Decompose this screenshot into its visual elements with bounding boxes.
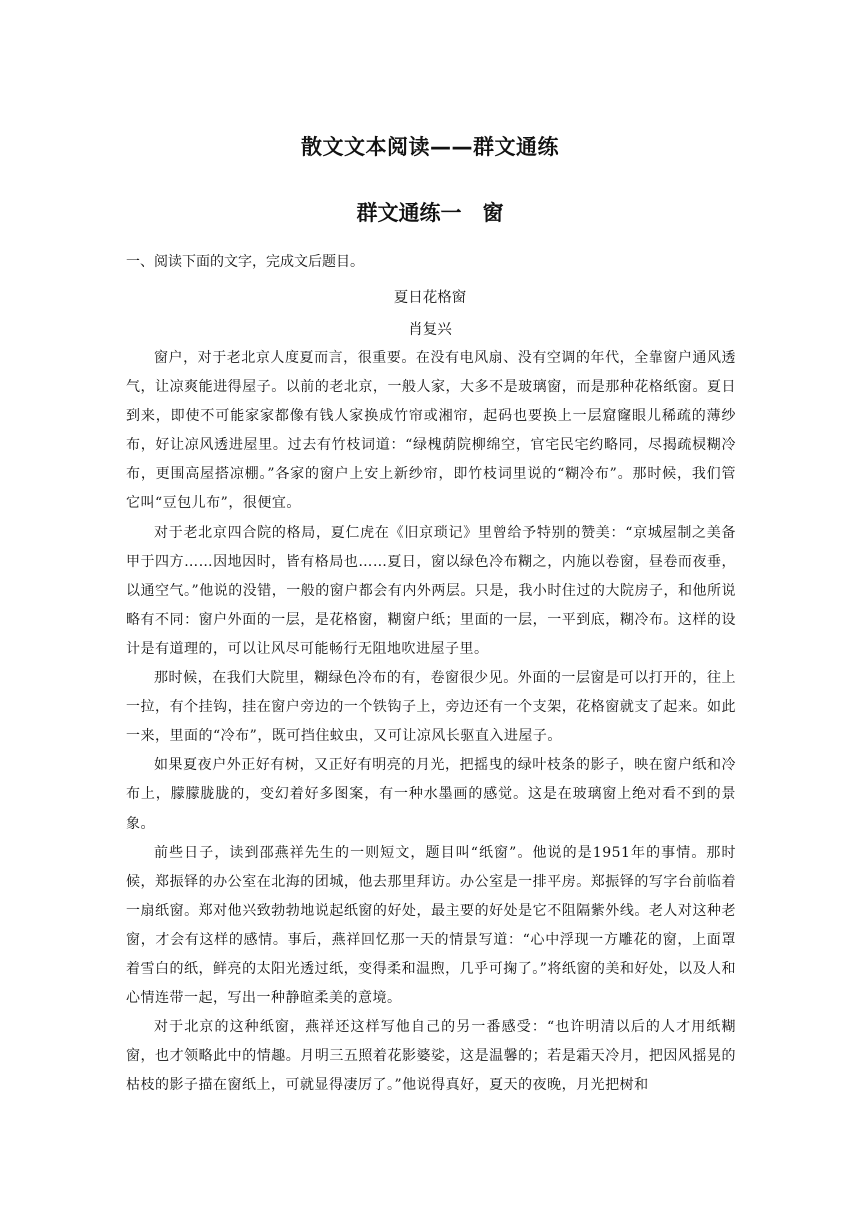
paragraph: 前些日子，读到邵燕祥先生的一则短文，题目叫“纸窗”。他说的是1951年的事情。那时候，郑振铎的办公室在北海的团城，他去那里拜访。办公室是一排平房。郑振铎的写字台前临着一扇纸窗。郑对他兴致勃勃地说起纸窗的好处，最主要的好处是它不阻隔紫外线。老人对这种老窗，才会有这样的感情。事后，燕祥回忆那一天的情景写道：“心中浮现一方雕花的窗，上面罩着雪白的纸，鲜亮的太阳光透过纸，变得柔和温煦，几乎可掬了。”将纸窗的美和好处，以及人和心情连带一起，写出一种静暄柔美的意境。 [126,844,736,1007]
paragraph: 对于北京的这种纸窗，燕祥还这样写他自己的另一番感受：“也许明清以后的人才用纸糊窗，也才领略此中的情趣。月明三五照着花影婆娑，这是温馨的；若是霜天冷月，把因风摇晃的枯枝的影子描在窗纸上，可就显得凄厉了。”他说得真好，夏天的夜晚，月光把树和 [126,1019,736,1094]
paragraph: 窗户，对于老北京人度夏而言，很重要。在没有电风扇、没有空调的年代，全靠窗户通风透气，让凉爽能进得屋子。以前的老北京，一般人家，大多不是玻璃窗，而是那种花格纸窗。夏日到来，即使不可能家家都像有钱人家换成竹帘或湘帘，起码也要换上一层窟窿眼儿稀疏的薄纱布，好让凉风透进屋里。过去有竹枝词道：“绿槐荫院柳绵空，官宅民宅约略同，尽揭疏棂糊冷布，更围高屋搭凉棚。”各家的窗户上安上新纱帘，即竹枝词里说的“糊冷布”。那时候，我们管它叫“豆包儿布”，很便宜。 [126,350,736,512]
section-title: 群文通练一 窗 [356,201,504,225]
article-author: 肖复兴 [408,322,452,338]
paragraph: 那时候，在我们大院里，糊绿色冷布的有，卷窗很少见。外面的一层窗是可以打开的，往上一拉，有个挂钩，挂在窗户旁边的一个铁钩子上，旁边还有一个支架，花格窗就支了起来。如此一来，里面的“冷布”，既可挡住蚊虫，又可让凉风长驱直入进屋子。 [126,670,736,745]
main-title: 散文文本阅读——群文通练 [301,135,559,159]
article-body [126,344,736,1100]
paragraph: 对于老北京四合院的格局，夏仁虎在《旧京琐记》里曾给予特别的赞美：“京城屋制之美备甲于四方……因地因时，皆有格局也……夏日，窗以绿色冷布糊之，内施以卷窗，昼卷而夜垂，以通空气。”他说的没错，一般的窗户都会有内外两层。只是，我小时住过的大院房子，和他所说略有不同：窗户外面的一层，是花格窗，糊窗户纸；里面的一层，一平到底，糊冷布。这样的设计是有道理的，可以让风尽可能畅行无阻地吹进屋子里。 [126,524,736,657]
question-instruction: 一、阅读下面的文字，完成文后题目。 [126,254,364,270]
paragraph: 如果夏夜户外正好有树，又正好有明亮的月光，把摇曳的绿叶枝条的影子，映在窗户纸和冷布上，朦朦胧胧的，变幻着好多图案，有一种水墨画的感觉。这是在玻璃窗上绝对看不到的景象。 [126,757,736,832]
article-title: 夏日花格窗 [393,290,467,306]
